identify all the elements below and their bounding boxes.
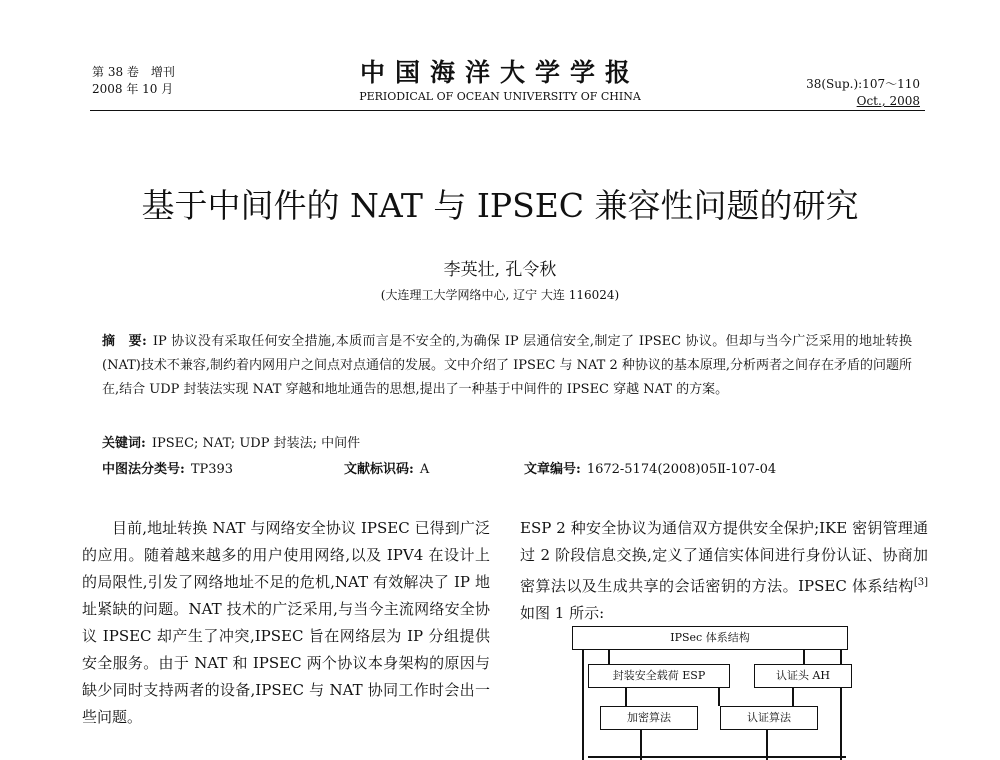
paper-affiliation: (大连理工大学网络中心, 辽宁 大连 116024) [380, 288, 620, 302]
connector-line [625, 688, 627, 706]
right-paragraph-part-b: 如图 1 所示: [520, 604, 605, 622]
doc-label: 文献标识码: [344, 462, 414, 477]
journal-page-info [740, 76, 920, 110]
page-range: 38(Sup.):107～110 [806, 77, 920, 91]
abstract-label: 摘 要: [102, 334, 147, 349]
journal-volume-info [92, 64, 175, 98]
figure-box-esp: 封装安全载荷 ESP [588, 664, 730, 688]
keywords-label: 关键词: [102, 436, 146, 451]
paper-authors: 李英壮, 孔令秋 [443, 260, 557, 280]
body-left-column: 目前,地址转换 NAT 与网络安全协议 IPSEC 已得到广泛的应用。随着越来越多的用户使用网络,以及 IPV4 在设计上的局限性,引发了网络地址不足的危机,NAT 有效解决了 IP 地址紧缺的问题。NAT 技术的广泛采用,与当今主流网络安全协议 IPSEC 却产生了冲突,IPSEC 旨在网络层为 IP 分组提供安全服务。由于 NAT 和 IPSEC 两个协议本身架构的原因与缺少同时支持两者的设备,IPSEC 与 NAT 协同工作时会出一些问题。 [82, 519, 490, 726]
connector-line [718, 688, 720, 706]
connector-line [792, 688, 794, 706]
paper-title: 基于中间件的 NAT 与 IPSEC 兼容性问题的研究 [141, 186, 859, 225]
figure-box-encryption: 加密算法 [600, 706, 698, 730]
article-value: 1672-5174(2008)05Ⅱ-107-04 [586, 462, 777, 477]
figure-box-ah: 认证头 AH [754, 664, 852, 688]
keywords [102, 432, 360, 456]
header-divider [90, 110, 925, 111]
connector-line [588, 756, 846, 758]
connector-line [803, 650, 805, 664]
volume-label: 第 38 卷 增刊 [92, 65, 175, 79]
journal-name-en: PERIODICAL OF OCEAN UNIVERSITY OF CHINA [359, 90, 641, 103]
article-label: 文章编号: [524, 462, 581, 477]
document-code [344, 458, 429, 482]
right-paragraph-part-a: ESP 2 种安全协议为通信双方提供安全保护;IKE 密钥管理通过 2 阶段信息交换,定义了通信实体间进行身份认证、协商加密算法以及生成共享的会话密钥的方法。IPSEC 体系结构 [520, 519, 928, 595]
citation-ref: [3] [913, 577, 928, 588]
abstract-text: IP 协议没有采取任何安全措施,本质而言是不安全的,为确保 IP 层通信安全,制定了 IPSEC 协议。但却与当今广泛采用的地址转换(NAT)技术不兼容,制约着内网用户之间点对点通信的发展。文中介绍了 IPSEC 与 NAT 2 种协议的基本原理,分析两者之间存在矛盾的问题所在,结合 UDP 封装法实现 NAT 穿越和地址通告的思想,提出了一种基于中间件的 IPSEC 穿越 NAT 的方案。 [102, 334, 913, 397]
abstract [102, 330, 912, 402]
clc-label: 中图法分类号: [102, 462, 185, 477]
doc-value: A [419, 462, 430, 477]
clc-code [102, 458, 233, 482]
body-right-column [520, 515, 928, 627]
clc-value: TP393 [190, 462, 234, 477]
figure-box-authentication: 认证算法 [720, 706, 818, 730]
date-label: 2008 年 10 月 [92, 82, 174, 96]
journal-masthead [330, 58, 670, 104]
issue-month: Oct., 2008 [856, 94, 920, 108]
connector-line [582, 650, 584, 760]
keywords-text: IPSEC; NAT; UDP 封装法; 中间件 [151, 436, 361, 451]
figure-box-architecture: IPSec 体系结构 [572, 626, 848, 650]
connector-line [608, 650, 610, 664]
article-number [524, 458, 776, 482]
journal-name-cn: 中国海洋大学学报 [359, 58, 640, 87]
